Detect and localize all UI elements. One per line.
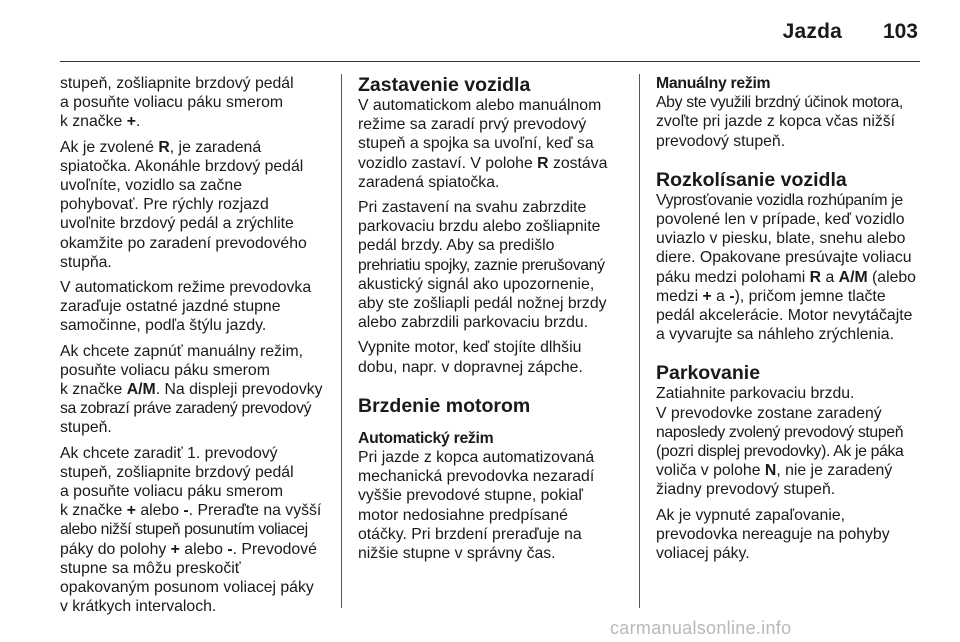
watermark: carmanualsonline.info <box>610 618 792 638</box>
column-2 <box>358 74 630 569</box>
heading-parkovanie: Parkovanie <box>656 362 761 385</box>
paragraph: Pri jazde z kopca automatizovaná mechanická prevodovka nezaradí vyššie prevodové stupne, pokiaľ motor nedosiahne predpísané otáčky. Pri brzdení preraďuje na nižšie stupne v správny čas. <box>358 449 595 563</box>
paragraph: Zatiahnite parkovaciu brzdu. V prevodovke zostane zaradený naposledy zvolený prevodový stupeň (pozri displej prevodovky). Ak je páka voliča v polohe N, nie je zaradený žiadny prevodový stupeň. <box>656 385 904 499</box>
paragraph: Ak je vypnuté zapaľovanie, prevodovka nereaguje na pohyby voliacej páky. <box>656 506 890 563</box>
heading-zastavenie-vozidla: Zastavenie vozidla <box>358 74 531 96</box>
heading-manualny-rezim: Manuálny režim <box>656 75 771 92</box>
paragraph: Ak chcete zaradiť 1. prevodový stupeň, zošliapnite brzdový pedál a posuňte voliacu páku smerom k značke + alebo -. Preraďte na vyšší alebo nižší stupeň posunutím voliacej páky do polohy + alebo -. Prevodové stupne sa môžu preskočiť opakovaným posunom voliacej páky v krátkych intervaloch. <box>60 444 322 616</box>
section-title: Jazda <box>782 20 842 43</box>
heading-brzdenie-motorom: Brzdenie motorom <box>358 394 531 417</box>
paragraph: Aby ste využili brzdný účinok motora, zvoľte pri jazde z kopca včas nižší prevodový stupeň. <box>656 94 903 150</box>
heading-rozkolisanie-vozidla: Rozkolísanie vozidla <box>656 168 847 191</box>
paragraph: V automatickom režime prevodovka zaraďuje ostatné jazdné stupne samočinne, podľa štýlu jazdy. <box>60 279 312 335</box>
paragraph: Pri zastavení na svahu zabrzdite parkovaciu brzdu alebo zošliapnite pedál brzdy. Aby sa predišlo prehriatiu spojky, zaznie prerušovaný akustický signál ako upozornenie, aby ste zošliapli pedál nožnej brzdy alebo zabrzdili parkovaciu brzdu. <box>358 199 607 332</box>
paragraph: stupeň, zošliapnite brzdový pedál a posuňte voliacu páku smerom k značke +. <box>60 75 294 131</box>
header-rule <box>60 61 920 62</box>
paragraph: Vypnite motor, keď stojíte dlhšiu dobu, napr. v dopravnej zápche. <box>358 339 583 376</box>
paragraph: Ak je zvolené R, je zaradená spiatočka. Akonáhle brzdový pedál uvoľníte, vozidlo sa začne pohybovať. Pre rýchly rozjazd uvoľnite brzdový pedál a zrýchlite okamžite po zaradení prevodového stupňa. <box>60 138 307 271</box>
page-number: 103 <box>882 20 918 43</box>
column-3 <box>656 74 928 569</box>
paragraph: Vyprosťovanie vozidla rozhúpaním je povolené len v prípade, keď vozidlo uviazlo v piesku, blate, snehu alebo diere. Opakovane presúvajte voliacu páku medzi polohami R a A/M (alebo medzi + a -), pričom jemne tlačte pedál akcelerácie. Motor nevytáčajte a vyvarujte sa náhleho zrýchlenia. <box>656 191 916 344</box>
paragraph: Ak chcete zapnúť manuálny režim, posuňte voliacu páku smerom k značke A/M. Na displeji prevodovky sa zobrazí práve zaradený prevodový stupeň. <box>60 342 323 437</box>
column-1 <box>60 74 332 622</box>
page-header <box>0 0 960 60</box>
heading-automaticky-rezim: Automatický režim <box>358 429 494 447</box>
column-divider-2 <box>639 74 640 608</box>
paragraph: V automatickom alebo manuálnom režime sa zaradí prvý prevodový stupeň a spojka sa uvoľní, keď sa vozidlo zastaví. V polohe R zostáva zaradená spiatočka. <box>358 97 608 191</box>
column-divider-1 <box>341 74 342 608</box>
